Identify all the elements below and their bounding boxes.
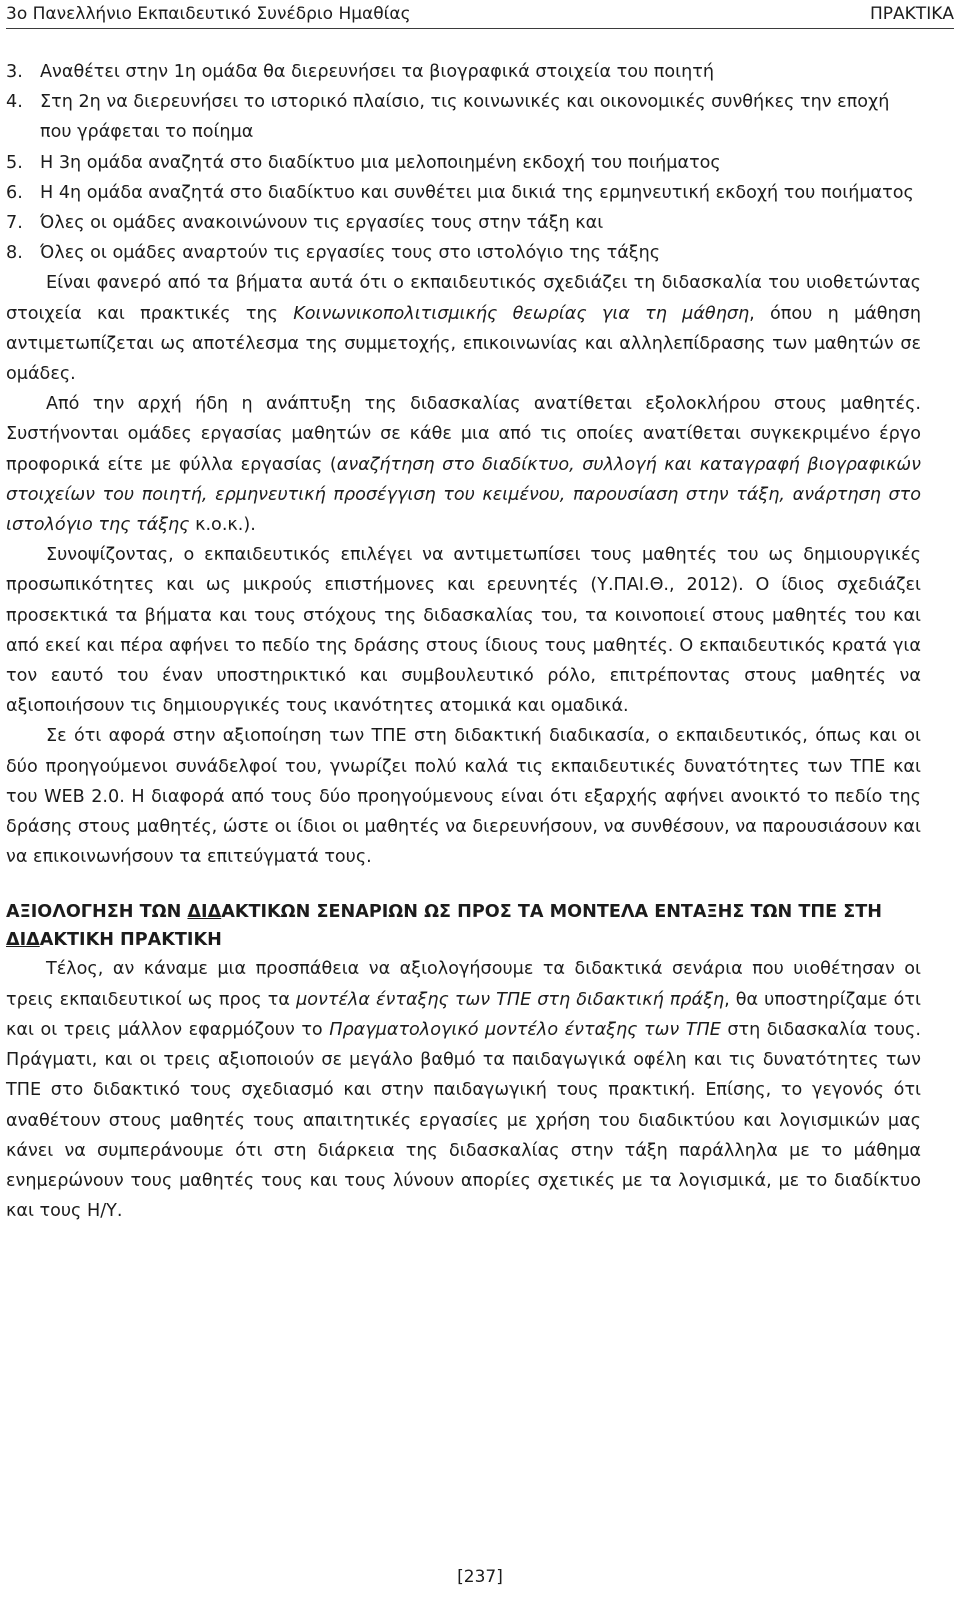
emphasis-text: Κοινωνικοπολιτισμικής θεωρίας για τη μάθηση <box>293 303 750 324</box>
page-body <box>6 57 921 1226</box>
paragraph-group-work <box>6 389 921 540</box>
paragraph-summary: Συνοψίζοντας, ο εκπαιδευτικός επιλέγει να αντιμετωπίσει τους μαθητές του ως δημιουργικές προσωπικότητες και ως μικρούς επιστήμονες και ερευνητές (Υ.ΠΑΙ.Θ., 2012). Ο ίδιος σχεδιάζει προσεκτικά τα βήματα και τους στόχους της διδασκαλίας του, τα κοινοποιεί στους μαθητές του και από εκεί και πέρα αφήνει το πεδίο της δράσης στους ίδιους τους μαθητές. Ο εκπαιδευτικός κρατά για τον εαυτό του έναν υποστηρικτικό και συμβουλευτικό ρόλο, επιτρέποντας στους μαθητές να αξιοποιήσουν τις δημιουργικές τους ικανότητες ατομικά και ομαδικά. <box>6 545 921 717</box>
paragraph-evaluation <box>6 954 921 1226</box>
list-item <box>6 238 921 268</box>
list-item-number: 6. <box>6 182 23 203</box>
list-item-text: Αναθέτει στην 1η ομάδα θα διερευνήσει τα βιογραφικά στοιχεία του ποιητή <box>40 62 715 82</box>
list-item-number: 4. <box>6 92 23 113</box>
section-heading <box>6 898 921 954</box>
list-item-text: Όλες οι ομάδες αναρτούν τις εργασίες τους στο ιστολόγιο της τάξης <box>40 243 661 264</box>
paragraph-text: , θα υποστηρίζαμε ότι και οι τρεις μάλλον εφαρμόζουν το <box>6 989 921 1040</box>
list-item <box>6 87 921 147</box>
running-header <box>6 0 954 29</box>
list-item-number: 7. <box>6 213 23 234</box>
list-item <box>6 208 921 238</box>
page-number: [237] <box>457 1567 503 1587</box>
heading-text-underlined: ΔΙΔ <box>6 930 40 951</box>
list-item <box>6 57 921 87</box>
emphasis-text: Πραγματολογικό μοντέλο ένταξης των ΤΠΕ <box>329 1019 721 1040</box>
paragraph-text: κ.ο.κ.). <box>189 515 256 536</box>
list-item-number: 8. <box>6 243 23 264</box>
section-label: ΠΡΑΚΤΙΚΑ <box>870 4 954 24</box>
paragraph-text: , όπου η μάθηση αντιμετωπίζεται ως αποτέλεσμα της συμμετοχής, επικοινωνίας και αλληλεπίδρασης των μαθητών σε ομάδες. <box>6 303 921 385</box>
heading-text-underlined: ΔΙΔ <box>187 902 222 923</box>
conference-title: 3ο Πανελλήνιο Εκπαιδευτικό Συνέδριο Ημαθίας <box>6 4 411 24</box>
list-item-text: Η 4η ομάδα αναζητά στο διαδίκτυο και συνθέτει μια δικιά της ερμηνευτική εκδοχή του ποιήματος <box>40 182 914 203</box>
paragraph-text: Από την αρχή ήδη η ανάπτυξη της διδασκαλίας ανατίθεται εξολοκλήρου στους μαθητές. Συστήνονται ομάδες εργασίας μαθητών σε κάθε μια από τις οποίες ανατίθεται συγκεκριμένο έργο προφορικά είτε με φύλλα εργασίας ( <box>6 394 921 475</box>
list-item <box>6 178 921 208</box>
emphasis-text: μοντέλα ένταξης των ΤΠΕ στη διδακτική πράξη <box>296 989 725 1010</box>
emphasis-text: αναζήτηση στο διαδίκτυο, συλλογή και καταγραφή βιογραφικών στοιχείων του ποιητή, ερμηνευτική προσέγγιση του κειμένου, παρουσίαση στην τάξη, ανάρτηση στο ιστολόγιο της τάξης <box>6 454 921 536</box>
list-item-text: Στη 2η να διερευνήσει το ιστορικό πλαίσιο, τις κοινωνικές και οικονομικές συνθήκες την εποχή που γράφεται το ποίημα <box>40 92 890 143</box>
paragraph-text: στη διδασκαλία τους. Πράγματι, και οι τρεις αξιοποιούν σε μεγάλο βαθμό τα παιδαγωγικά οφέλη και τις δυνατότητες των ΤΠΕ στο διδακτικό τους σχεδιασμό και στην παιδαγωγική τους πρακτική. Επίσης, το γεγονός ότι αναθέτουν στους μαθητές τους απαιτητικές εργασίες με χρήση του διαδικτύου και λογισμικών μας κάνει να συμπεράνουμε ότι στη διάρκεια της διδασκαλίας στην τάξη παράλληλα με το μάθημα ενημερώνουν τους μαθητές τους και τους λύνουν απορίες σχετικές με τα λογισμικά, με το διαδίκτυο και τους Η/Υ. <box>6 1019 921 1222</box>
list-item-text: Όλες οι ομάδες ανακοινώνουν τις εργασίες τους στην τάξη και <box>40 213 604 234</box>
paragraph-learning-theory <box>6 268 921 389</box>
steps-list <box>6 57 921 268</box>
paragraph-text: Είναι φανερό από τα βήματα αυτά ότι ο εκπαιδευτικός σχεδιάζει τη διδασκαλία του υιοθετώντας στοιχεία και πρακτικές της <box>6 273 921 324</box>
list-item <box>6 148 921 178</box>
paragraph-text: Τέλος, αν κάναμε μια προσπάθεια να αξιολογήσουμε τα διδακτικά σενάρια που υιοθέτησαν οι τρεις εκπαιδευτικοί ως προς τα <box>6 959 921 1010</box>
heading-text: ΑΚΤΙΚΩΝ ΣΕΝΑΡΙΩΝ ΩΣ ΠΡΟΣ ΤΑ ΜΟΝΤΕΛΑ ΕΝΤΑΞΗΣ ΤΩΝ ΤΠΕ ΣΤΗ <box>221 902 882 923</box>
list-item-number: 3. <box>6 62 23 82</box>
paragraph-ict-use: Σε ότι αφορά στην αξιοποίηση των ΤΠΕ στη διδακτική διαδικασία, ο εκπαιδευτικός, όπως και οι δύο προηγούμενοι συνάδελφοί του, γνωρίζει πολύ καλά τις εκπαιδευτικές δυνατότητες των ΤΠΕ και του WEB 2.0. Η διαφορά από τους δύο προηγούμενους είναι ότι εξαρχής αφήνει ανοικτό το πεδίο της δράσης στους μαθητές, ώστε οι ίδιοι οι μαθητές να διερευνήσουν, να συνθέσουν, να παρουσιάσουν και να επικοινωνήσουν τα επιτεύγματά τους. <box>6 726 921 868</box>
heading-text: ΑΞΙΟΛΟΓΗΣΗ ΤΩΝ <box>6 902 188 923</box>
list-item-text: Η 3η ομάδα αναζητά στο διαδίκτυο μια μελοποιημένη εκδοχή του ποιήματος <box>40 152 721 173</box>
list-item-number: 5. <box>6 152 23 173</box>
heading-text: ΑΚΤΙΚΗ ΠΡΑΚΤΙΚΗ <box>39 930 222 951</box>
